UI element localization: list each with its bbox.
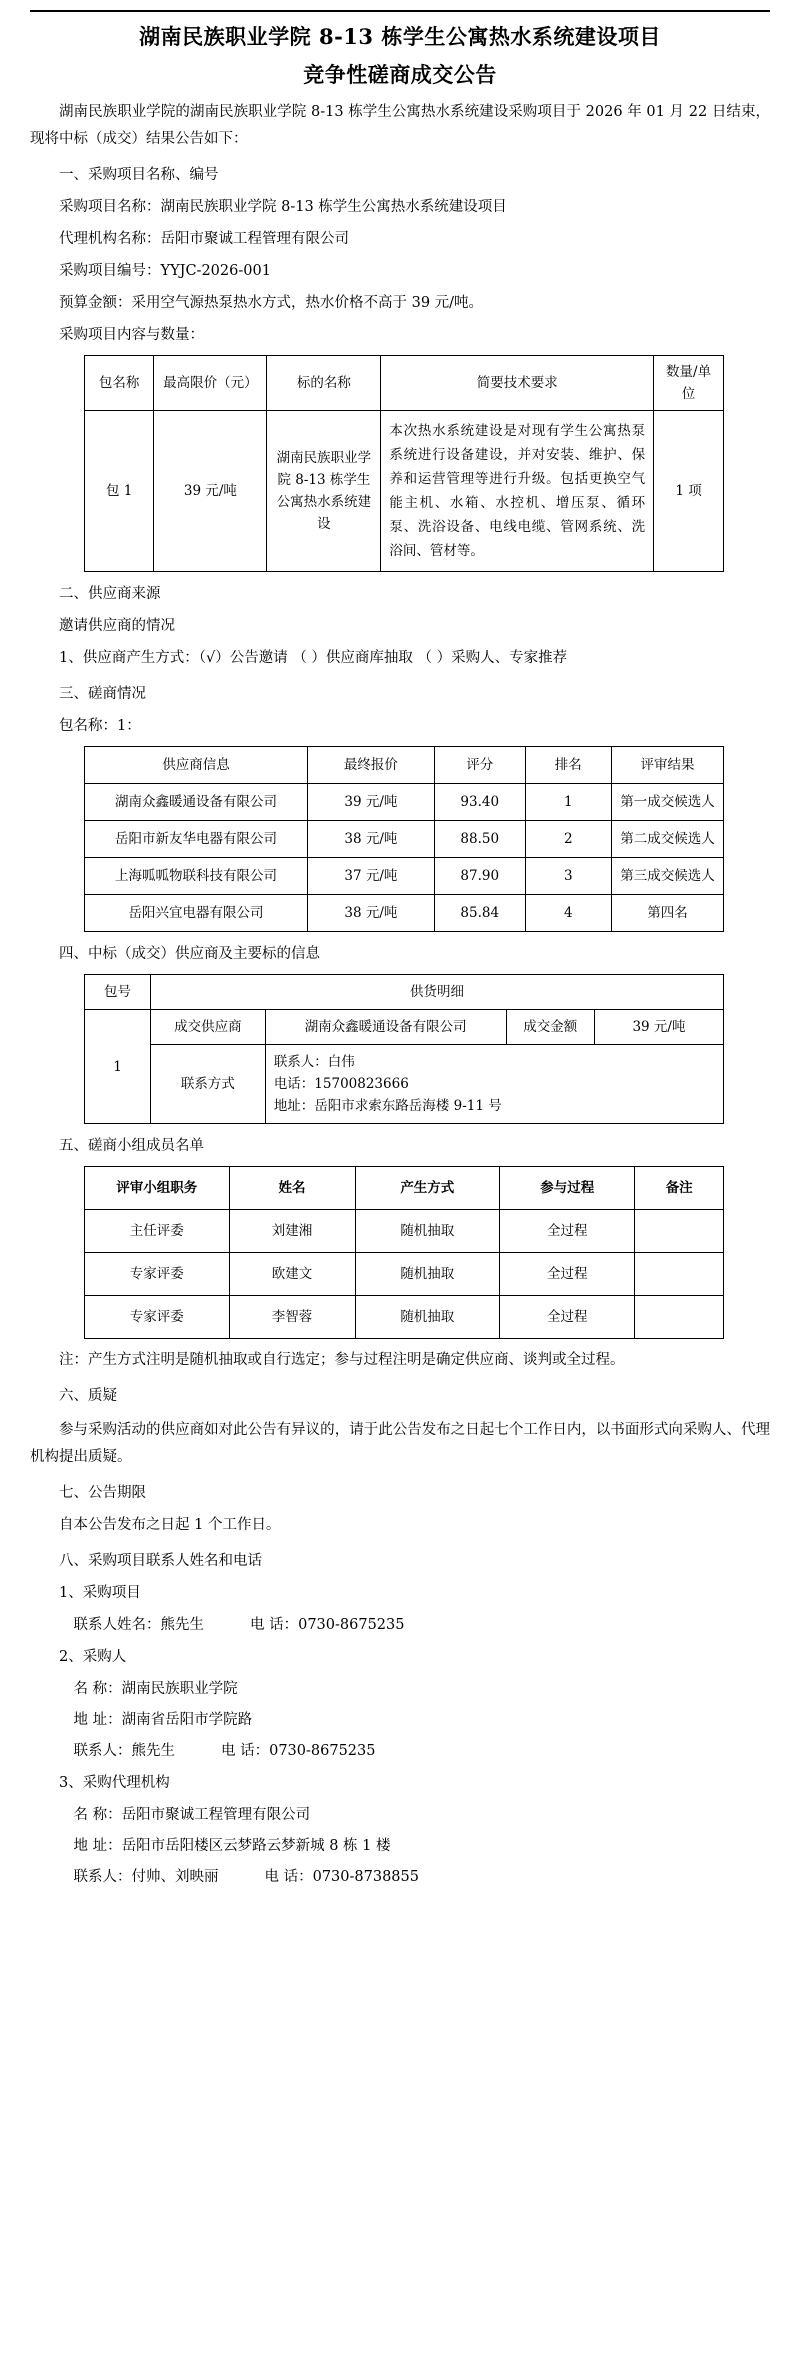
- committee-note: 注：产生方式注明是随机抽取或自行选定；参与过程注明是确定供应商、谈判或全过程。: [59, 1352, 625, 1368]
- th-tech-req: 简要技术要求: [381, 356, 654, 411]
- cell-selection-method: 随机抽取: [355, 1296, 500, 1339]
- cell-supplier: 上海呱呱物联科技有限公司: [85, 858, 308, 895]
- cell-remark: [635, 1210, 724, 1253]
- table-row: [85, 1045, 724, 1124]
- agency-address-line: 地 址：岳阳市岳阳楼区云梦路云梦新城 8 栋 1 楼: [73, 1838, 391, 1854]
- cell-price: 37 元/吨: [307, 858, 434, 895]
- th-name: 姓名: [229, 1167, 355, 1210]
- agency-contact-row: [30, 1864, 770, 1891]
- cell-rank: 1: [525, 784, 611, 821]
- package-label: 包名称：1：: [59, 718, 141, 734]
- th-result: 评审结果: [611, 747, 723, 784]
- section-1-heading: 一、采购项目名称、编号: [59, 167, 219, 183]
- contact-item-3: 3、采购代理机构: [59, 1775, 170, 1791]
- cell-result: 第四名: [611, 895, 723, 932]
- contact-item-1-phone: 电 话：0730-8675235: [250, 1617, 405, 1633]
- contact-item-2: 2、采购人: [59, 1649, 127, 1665]
- page-title-line1: 湖南民族职业学院 8-13 栋学生公寓热水系统建设项目: [139, 24, 661, 49]
- intro-paragraph: 湖南民族职业学院的湖南民族职业学院 8-13 栋学生公寓热水系统建设采购项目于 2026 年 01 月 22 日结束，现将中标（成交）结果公告如下：: [30, 104, 770, 147]
- cell-score: 85.84: [434, 895, 525, 932]
- project-content-table: [84, 355, 724, 572]
- cell-result: 第一成交候选人: [611, 784, 723, 821]
- agency-contact-person: 联系人：付帅、刘映丽: [73, 1869, 219, 1885]
- cell-selection-method: 随机抽取: [355, 1210, 500, 1253]
- table-header-row: [85, 747, 724, 784]
- cell-tech-req: 本次热水系统建设是对现有学生公寓热泵系统进行设备建设，并对安装、维护、保养和运营管理等进行升级。包括更换空气能主机、水箱、水控机、增压泵、循环泵、洗浴设备、电线电缆、管网系统、洗浴间、管材等。: [381, 411, 654, 572]
- label-winner-supplier: 成交供应商: [151, 1010, 266, 1045]
- section-7-body: 自本公告发布之日起 1 个工作日。: [59, 1517, 281, 1533]
- th-selection-method: 产生方式: [355, 1167, 500, 1210]
- cell-participation: 全过程: [500, 1253, 635, 1296]
- table-row: [85, 1253, 724, 1296]
- th-role: 评审小组职务: [85, 1167, 230, 1210]
- cell-score: 87.90: [434, 858, 525, 895]
- contact-phone: 电话：15700823666: [273, 1076, 409, 1092]
- cell-price: 38 元/吨: [307, 895, 434, 932]
- cell-target-name: 湖南民族职业学院 8-13 栋学生公寓热水系统建设: [267, 411, 381, 572]
- project-name: 采购项目名称：湖南民族职业学院 8-13 栋学生公寓热水系统建设项目: [59, 199, 507, 215]
- section-6-body: 参与采购活动的供应商如对此公告有异议的，请于此公告发布之日起七个工作日内，以书面形式向采购人、代理机构提出质疑。: [30, 1422, 770, 1465]
- winner-info-table: [84, 974, 724, 1124]
- cell-supplier: 岳阳兴宜电器有限公司: [85, 895, 308, 932]
- table-row: [85, 1010, 724, 1045]
- cell-package-no: 1: [85, 1010, 151, 1124]
- cell-name: 李智蓉: [229, 1296, 355, 1339]
- section-3-heading: 三、磋商情况: [59, 686, 146, 702]
- label-contact: 联系方式: [151, 1045, 266, 1124]
- th-final-price: 最终报价: [307, 747, 434, 784]
- th-participation: 参与过程: [500, 1167, 635, 1210]
- cell-selection-method: 随机抽取: [355, 1253, 500, 1296]
- label-amount: 成交金额: [506, 1010, 594, 1045]
- cell-rank: 2: [525, 821, 611, 858]
- th-max-price: 最高限价（元）: [154, 356, 267, 411]
- section-5-heading: 五、磋商小组成员名单: [59, 1138, 204, 1154]
- cell-score: 88.50: [434, 821, 525, 858]
- th-supplier-info: 供应商信息: [85, 747, 308, 784]
- cell-remark: [635, 1253, 724, 1296]
- cell-max-price: 39 元/吨: [154, 411, 267, 572]
- supplier-source-line: 1、供应商产生方式：（√）公告邀请 （ ）供应商库抽取 （ ）采购人、专家推荐: [59, 650, 568, 666]
- cell-rank: 4: [525, 895, 611, 932]
- cell-price: 38 元/吨: [307, 821, 434, 858]
- contact-address: 地址：岳阳市求索东路岳海楼 9-11 号: [273, 1098, 502, 1114]
- th-target-name: 标的名称: [267, 356, 381, 411]
- cell-result: 第二成交候选人: [611, 821, 723, 858]
- cell-supplier: 岳阳市新友华电器有限公司: [85, 821, 308, 858]
- cell-supplier: 湖南众鑫暖通设备有限公司: [85, 784, 308, 821]
- table-row: [85, 895, 724, 932]
- table-row: [85, 1210, 724, 1253]
- purchaser-address: 地 址：湖南省岳阳市学院路: [73, 1712, 253, 1728]
- agency-name: 代理机构名称：岳阳市聚诚工程管理有限公司: [59, 231, 349, 247]
- cell-package: 包 1: [85, 411, 154, 572]
- table-header-row: [85, 356, 724, 411]
- cell-score: 93.40: [434, 784, 525, 821]
- page-title-line2: 竞争性磋商成交公告: [303, 62, 497, 87]
- section-7-heading: 七、公告期限: [59, 1485, 146, 1501]
- table-row: [85, 1296, 724, 1339]
- contact-item-1-person: 联系人姓名：熊先生: [73, 1617, 204, 1633]
- th-rank: 排名: [525, 747, 611, 784]
- purchaser-contact-person: 联系人：熊先生: [73, 1743, 175, 1759]
- contact-item-1-row: [30, 1612, 770, 1639]
- section-8-heading: 八、采购项目联系人姓名和电话: [59, 1553, 262, 1569]
- project-number: 采购项目编号：YYJC-2026-001: [59, 263, 271, 279]
- table-row: [85, 821, 724, 858]
- cell-name: 刘建湘: [229, 1210, 355, 1253]
- table-header-row: [85, 975, 724, 1010]
- negotiation-table: [84, 746, 724, 932]
- th-supply-detail: 供货明细: [151, 975, 724, 1010]
- th-quantity: 数量/单位: [654, 356, 724, 411]
- table-header-row: [85, 1167, 724, 1210]
- budget-amount: 预算金额：采用空气源热泵热水方式，热水价格不高于 39 元/吨。: [59, 295, 484, 311]
- cell-role: 专家评委: [85, 1253, 230, 1296]
- negotiation-committee-table: [84, 1166, 724, 1339]
- agency-name-line: 名 称：岳阳市聚诚工程管理有限公司: [73, 1807, 311, 1823]
- cell-rank: 3: [525, 858, 611, 895]
- cell-participation: 全过程: [500, 1210, 635, 1253]
- section-6-heading: 六、质疑: [59, 1388, 117, 1404]
- th-package: 包名称: [85, 356, 154, 411]
- th-score: 评分: [434, 747, 525, 784]
- cell-result: 第三成交候选人: [611, 858, 723, 895]
- cell-role: 专家评委: [85, 1296, 230, 1339]
- cell-name: 欧建文: [229, 1253, 355, 1296]
- cell-role: 主任评委: [85, 1210, 230, 1253]
- top-divider: [30, 10, 770, 12]
- table-row: [85, 784, 724, 821]
- content-quantity-label: 采购项目内容与数量：: [59, 327, 204, 343]
- contact-item-1: 1、采购项目: [59, 1585, 141, 1601]
- supplier-invite-line: 邀请供应商的情况: [59, 618, 175, 634]
- section-2-heading: 二、供应商来源: [59, 586, 161, 602]
- agency-contact-phone: 电 话：0730-8738855: [264, 1869, 419, 1885]
- section-4-heading: 四、中标（成交）供应商及主要标的信息: [59, 946, 320, 962]
- cell-winner-supplier: 湖南众鑫暖通设备有限公司: [265, 1010, 506, 1045]
- table-row: [85, 858, 724, 895]
- contact-person: 联系人：白伟: [273, 1054, 355, 1070]
- cell-remark: [635, 1296, 724, 1339]
- table-row: [85, 411, 724, 572]
- cell-amount: 39 元/吨: [594, 1010, 723, 1045]
- th-remark: 备注: [635, 1167, 724, 1210]
- cell-contact-block: [265, 1045, 723, 1124]
- purchaser-contact-phone: 电 话：0730-8675235: [221, 1743, 376, 1759]
- cell-price: 39 元/吨: [307, 784, 434, 821]
- th-package-no: 包号: [85, 975, 151, 1010]
- cell-quantity: 1 项: [654, 411, 724, 572]
- cell-participation: 全过程: [500, 1296, 635, 1339]
- purchaser-contact-row: [30, 1738, 770, 1765]
- purchaser-name: 名 称：湖南民族职业学院: [73, 1681, 238, 1697]
